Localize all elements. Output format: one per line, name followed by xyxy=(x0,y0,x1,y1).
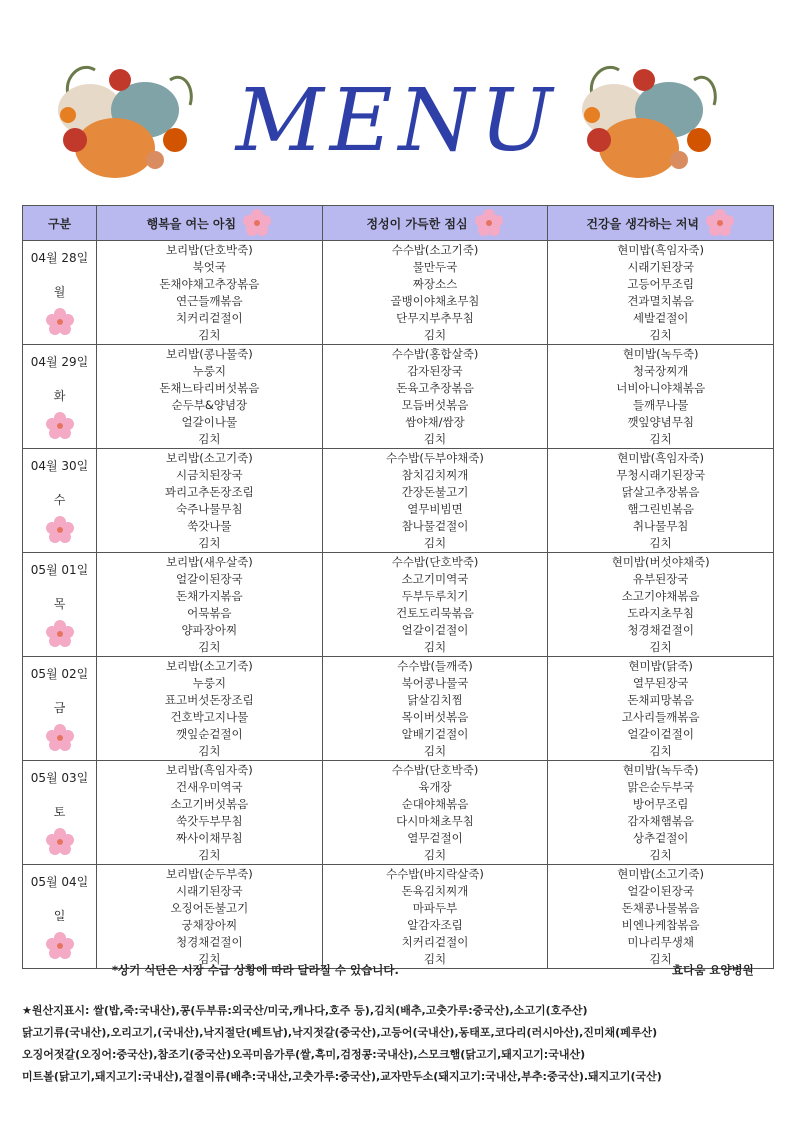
lunch-cell xyxy=(322,449,548,553)
day-cell xyxy=(23,865,97,969)
lunch-cell xyxy=(322,657,548,761)
menu-item: 미나리무생채 xyxy=(627,935,694,949)
dinner-cell xyxy=(548,553,774,657)
table-row xyxy=(23,553,774,657)
lunch-cell xyxy=(322,865,548,969)
menu-item: 시래기된장국 xyxy=(176,884,243,898)
menu-item: 건새우미역국 xyxy=(176,780,243,794)
menu-item: 돈채느타리버섯볶음 xyxy=(159,381,260,395)
menu-item: 수수밥(두부야채죽) xyxy=(386,451,484,465)
flower-icon xyxy=(45,931,75,961)
menu-item: 건토도리묵볶음 xyxy=(396,606,474,620)
day-of-week: 수 xyxy=(53,493,66,507)
menu-item: 치커리겉절이 xyxy=(176,311,243,325)
flower-icon xyxy=(242,208,272,238)
menu-item: 김치 xyxy=(198,432,221,446)
menu-notice: *상기 식단은 시장 수급 상황에 따라 달라질 수 있습니다. xyxy=(112,963,399,977)
menu-item: 청경채겉절이 xyxy=(627,623,694,637)
menu-item: 다시마채초무침 xyxy=(396,814,474,828)
header-lunch-label: 정성이 가득한 점심 xyxy=(366,216,468,231)
day-cell xyxy=(23,345,97,449)
menu-item: 수수밥(홍합살죽) xyxy=(391,347,479,361)
menu-item: 감자된장국 xyxy=(407,364,463,378)
origin-line: 미트볼(닭고기,돼지고기:국내산),겉절이류(배추:국내산,고춧가루:중국산),교자만두소(돼지고기:국내산,부추:중국산).돼지고기(국산) xyxy=(22,1070,662,1083)
menu-item: 수수밥(바지락살죽) xyxy=(386,867,484,881)
menu-item: 숙주나물무침 xyxy=(176,502,243,516)
menu-item: 보리밥(흑임자죽) xyxy=(165,763,253,777)
table-row xyxy=(23,761,774,865)
menu-item: 돈채가지볶음 xyxy=(176,589,243,603)
menu-item: 현미밥(버섯야채죽) xyxy=(611,555,710,569)
menu-item: 햄그린빈볶음 xyxy=(627,502,694,516)
menu-item: 김치 xyxy=(649,536,672,550)
header-dinner-label: 건강을 생각하는 저녁 xyxy=(586,216,699,231)
breakfast-cell xyxy=(97,761,323,865)
day-cell xyxy=(23,657,97,761)
flower-icon xyxy=(45,411,75,441)
flower-icon xyxy=(45,619,75,649)
menu-item: 양파장아찌 xyxy=(181,623,238,637)
table-row xyxy=(23,345,774,449)
menu-item: 표고버섯돈장조림 xyxy=(164,693,254,707)
menu-item: 골뱅이야채초무침 xyxy=(390,294,480,308)
day-date: 05월 01일 xyxy=(30,563,89,577)
breakfast-cell xyxy=(97,345,323,449)
menu-item: 맑은순두부국 xyxy=(627,780,694,794)
menu-item: 현미밥(흑임자죽) xyxy=(617,243,705,257)
menu-item: 시래기된장국 xyxy=(627,260,694,274)
day-of-week: 일 xyxy=(53,909,66,923)
day-cell xyxy=(23,553,97,657)
dinner-cell xyxy=(548,657,774,761)
day-cell xyxy=(23,449,97,553)
menu-item: 꽈리고추돈장조림 xyxy=(164,485,254,499)
menu-item: 유부된장국 xyxy=(632,572,689,586)
menu-item: 열무된장국 xyxy=(632,676,689,690)
origin-line: 닭고기류(국내산),오리고기,(국내산),낙지절단(베트남),낙지젓갈(중국산),고등어(국내산),동태포,코다리(러시아산),진미채(페루산) xyxy=(22,1026,658,1039)
menu-item: 김치 xyxy=(423,432,447,446)
lunch-cell xyxy=(322,761,548,865)
menu-item: 현미밥(흑임자죽) xyxy=(617,451,705,465)
menu-item: 김치 xyxy=(423,848,447,862)
header-breakfast xyxy=(97,206,323,241)
menu-item: 김치 xyxy=(198,848,221,862)
menu-item: 얼갈이나물 xyxy=(181,415,238,429)
hospital-name: 효다움 요양병원 xyxy=(672,963,754,977)
lunch-cell xyxy=(322,241,548,345)
menu-item: 순두부&양념장 xyxy=(171,398,248,412)
menu-item: 감자채햄볶음 xyxy=(627,814,694,828)
origin-label-block xyxy=(22,1000,782,1088)
table-row xyxy=(23,241,774,345)
menu-item: 상추겉절이 xyxy=(632,831,689,845)
menu-item: 쑥갓나물 xyxy=(187,519,232,533)
menu-item: 보리밥(소고기죽) xyxy=(165,451,253,465)
header-lunch xyxy=(322,206,548,241)
menu-item: 얼갈이겉절이 xyxy=(627,727,694,741)
menu-item: 김치 xyxy=(649,328,672,342)
menu-item: 어묵볶음 xyxy=(187,606,232,620)
menu-item: 누룽지 xyxy=(192,364,226,378)
lunch-cell xyxy=(322,345,548,449)
day-date: 05월 02일 xyxy=(30,667,89,681)
menu-item: 쑥갓두부무침 xyxy=(176,814,243,828)
menu-item: 알배기겉절이 xyxy=(401,727,469,741)
menu-item: 참치김치찌개 xyxy=(401,468,469,482)
header-breakfast-label: 행복을 여는 아침 xyxy=(146,216,237,231)
menu-item: 김치 xyxy=(649,744,672,758)
day-date: 04월 29일 xyxy=(30,355,89,369)
menu-item: 얼갈이겉절이 xyxy=(401,623,469,637)
day-date: 05월 04일 xyxy=(30,875,89,889)
breakfast-cell xyxy=(97,553,323,657)
menu-item: 고등어무조림 xyxy=(627,277,694,291)
menu-item: 열무비빔면 xyxy=(407,502,463,516)
flower-icon xyxy=(45,515,75,545)
day-date: 04월 28일 xyxy=(30,251,89,265)
menu-item: 간장돈불고기 xyxy=(401,485,469,499)
menu-item: 김치 xyxy=(649,432,672,446)
menu-item: 모듬버섯볶음 xyxy=(401,398,469,412)
menu-item: 수수밥(소고기죽) xyxy=(391,243,479,257)
origin-line: 오징어젓갈(오징어:중국산),참조기(중국산)오곡미음가루(쌀,흑미,검정콩:국내산),스모크햄(닭고기,돼지고기:국내산) xyxy=(22,1048,586,1061)
menu-item: 김치 xyxy=(423,536,447,550)
menu-item: 보리밥(순두부죽) xyxy=(165,867,253,881)
menu-item: 비엔나케찹볶음 xyxy=(621,918,700,932)
menu-item: 무청시래기된장국 xyxy=(616,468,706,482)
menu-item: 김치 xyxy=(423,640,447,654)
menu-item: 치커리겉절이 xyxy=(401,935,469,949)
day-cell xyxy=(23,241,97,345)
menu-item: 북어콩나물국 xyxy=(401,676,469,690)
menu-item: 김치 xyxy=(198,328,221,342)
menu-item: 궁채장아찌 xyxy=(181,918,238,932)
menu-item: 김치 xyxy=(423,328,447,342)
menu-item: 현미밥(녹두죽) xyxy=(622,763,699,777)
menu-item: 보리밥(소고기죽) xyxy=(165,659,253,673)
menu-item: 소고기야채볶음 xyxy=(621,589,700,603)
menu-item: 소고기미역국 xyxy=(401,572,469,586)
menu-item: 물만두국 xyxy=(412,260,458,274)
menu-item: 보리밥(단호박죽) xyxy=(165,243,253,257)
table-row xyxy=(23,657,774,761)
menu-item: 마파두부 xyxy=(412,901,458,915)
menu-item: 두부두루치기 xyxy=(401,589,469,603)
menu-item: 짜사이채무침 xyxy=(176,831,243,845)
menu-item: 김치 xyxy=(198,640,221,654)
menu-item: 소고기버섯볶음 xyxy=(170,797,249,811)
menu-item: 김치 xyxy=(423,952,447,966)
lunch-cell xyxy=(322,553,548,657)
menu-item: 북엇국 xyxy=(192,260,226,274)
day-of-week: 월 xyxy=(53,285,66,299)
menu-item: 김치 xyxy=(198,536,221,550)
menu-item: 김치 xyxy=(198,744,221,758)
menu-item: 김치 xyxy=(423,744,447,758)
menu-item: 보리밥(새우살죽) xyxy=(165,555,253,569)
flower-icon xyxy=(45,723,75,753)
day-of-week: 토 xyxy=(53,805,66,819)
day-of-week: 화 xyxy=(53,389,66,403)
day-of-week: 목 xyxy=(53,597,66,611)
menu-item: 닭살김치찜 xyxy=(407,693,463,707)
table-header-row xyxy=(23,206,774,241)
breakfast-cell xyxy=(97,449,323,553)
origin-line: ★원산지표시: 쌀(밥,죽:국내산),콩(두부류:외국산/미국,캐나다,호주 등),김치(배추,고춧가루:중국산),소고기(호주산) xyxy=(22,1004,588,1017)
menu-item: 돈채피망볶음 xyxy=(627,693,694,707)
menu-item: 참나물겉절이 xyxy=(401,519,469,533)
flower-icon xyxy=(45,827,75,857)
menu-item: 고사리들깨볶음 xyxy=(621,710,700,724)
menu-item: 현미밥(소고기죽) xyxy=(617,867,705,881)
menu-item: 열무겉절이 xyxy=(407,831,463,845)
menu-item: 돈육김치찌개 xyxy=(401,884,469,898)
menu-item: 순대야채볶음 xyxy=(401,797,469,811)
menu-item: 견과멸치볶음 xyxy=(627,294,694,308)
menu-item: 김치 xyxy=(198,952,221,966)
menu-item: 얼갈이된장국 xyxy=(627,884,694,898)
menu-item: 건호박고지나물 xyxy=(170,710,249,724)
menu-item: 보리밥(콩나물죽) xyxy=(165,347,253,361)
menu-item: 돈채야채고추장볶음 xyxy=(159,277,260,291)
menu-item: 수수밥(단호박죽) xyxy=(391,555,479,569)
menu-item: 연근들깨볶음 xyxy=(176,294,243,308)
dinner-cell xyxy=(548,345,774,449)
menu-item: 김치 xyxy=(649,952,672,966)
menu-item: 짜장소스 xyxy=(412,277,458,291)
menu-item: 방어무조림 xyxy=(632,797,689,811)
menu-item: 수수밥(들깨죽) xyxy=(397,659,473,673)
page-title: MENU xyxy=(235,71,559,171)
breakfast-cell xyxy=(97,241,323,345)
menu-item: 얼갈이된장국 xyxy=(176,572,243,586)
menu-item: 돈육고추장볶음 xyxy=(396,381,474,395)
table-row xyxy=(23,865,774,969)
table-row xyxy=(23,449,774,553)
menu-item: 들깨무나물 xyxy=(632,398,689,412)
header-dinner xyxy=(548,206,774,241)
menu-item: 너비아니야채볶음 xyxy=(616,381,706,395)
menu-item: 닭살고추장볶음 xyxy=(621,485,700,499)
header-day xyxy=(23,206,97,241)
menu-item: 오징어돈불고기 xyxy=(170,901,249,915)
menu-item: 현미밥(닭죽) xyxy=(628,659,693,673)
menu-item: 목이버섯볶음 xyxy=(401,710,469,724)
menu-item: 알감자조림 xyxy=(407,918,463,932)
day-cell xyxy=(23,761,97,865)
menu-item: 수수밥(단호박죽) xyxy=(391,763,479,777)
menu-item: 현미밥(녹두죽) xyxy=(622,347,699,361)
flower-icon xyxy=(474,208,504,238)
dinner-cell xyxy=(548,449,774,553)
menu-item: 육개장 xyxy=(418,780,452,794)
menu-item: 깻잎순겉절이 xyxy=(176,727,243,741)
day-of-week: 금 xyxy=(53,701,66,715)
menu-item: 단무지부추무침 xyxy=(396,311,474,325)
header-day-label: 구분 xyxy=(47,216,72,231)
menu-item: 청경채겉절이 xyxy=(176,935,243,949)
dinner-cell xyxy=(548,241,774,345)
breakfast-cell xyxy=(97,657,323,761)
menu-item: 취나물무침 xyxy=(632,519,689,533)
menu-table xyxy=(22,205,774,969)
menu-item: 쌈야채/쌈장 xyxy=(405,415,465,429)
menu-item: 시금치된장국 xyxy=(176,468,243,482)
day-date: 04월 30일 xyxy=(30,459,89,473)
menu-item: 김치 xyxy=(649,848,672,862)
menu-item: 누룽지 xyxy=(192,676,226,690)
breakfast-cell xyxy=(97,865,323,969)
menu-item: 김치 xyxy=(649,640,672,654)
menu-item: 세발겉절이 xyxy=(632,311,689,325)
flower-icon xyxy=(45,307,75,337)
menu-item: 돈채콩나물볶음 xyxy=(621,901,700,915)
menu-item: 청국장찌개 xyxy=(632,364,689,378)
day-date: 05월 03일 xyxy=(30,771,89,785)
flower-icon xyxy=(705,208,735,238)
dinner-cell xyxy=(548,865,774,969)
menu-item: 깻잎양념무침 xyxy=(627,415,694,429)
menu-item: 도라지초무침 xyxy=(627,606,694,620)
dinner-cell xyxy=(548,761,774,865)
